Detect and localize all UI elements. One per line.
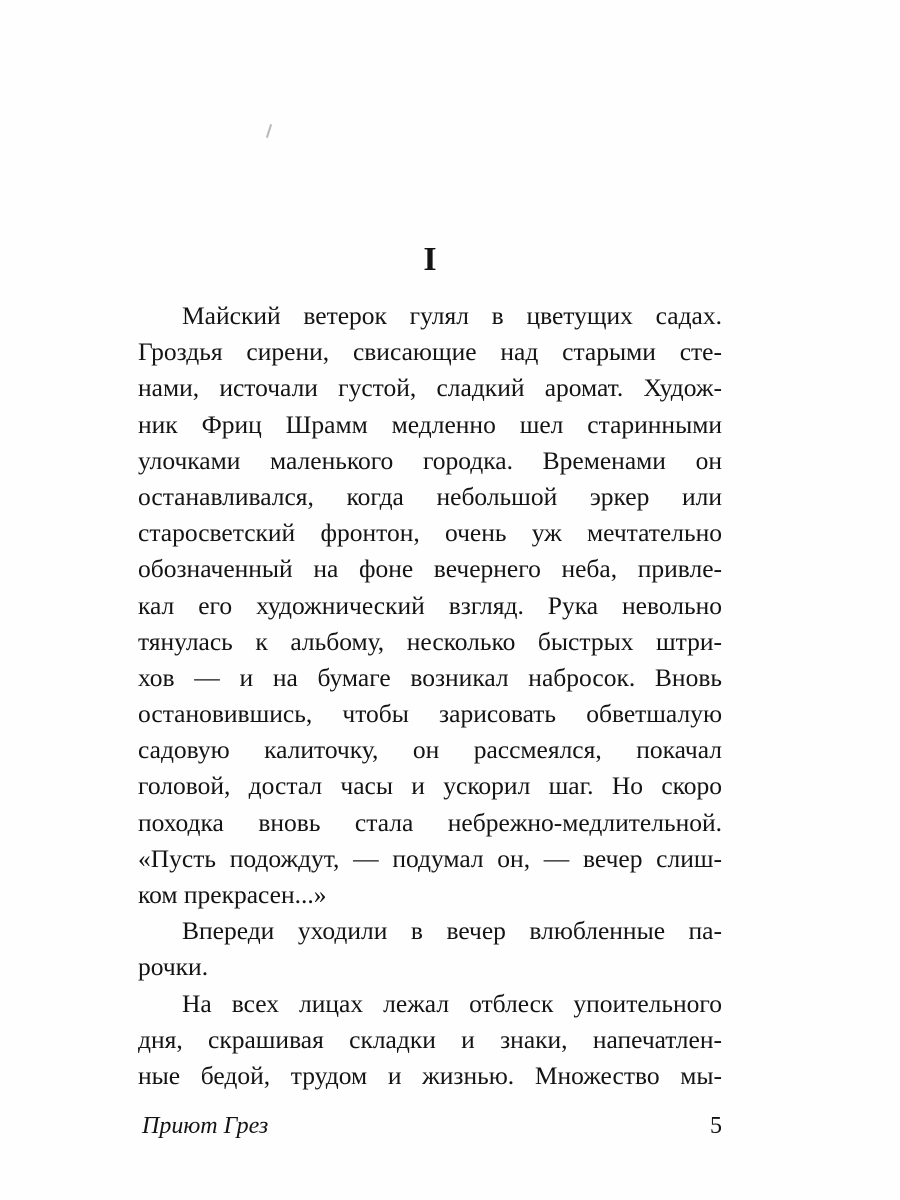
text-line: ком прекрасен...» <box>138 880 327 909</box>
text-line: нами, источали густой, сладкий аромат. Худож- <box>138 373 722 403</box>
text-line: дня, скрашивая складки и знаки, напечатлен- <box>138 1024 722 1054</box>
text-line: головой, достал часы и ускорил шаг. Но скоро <box>138 771 722 801</box>
running-title: Приют Грез <box>142 1113 269 1139</box>
text-line: тянулась к альбому, несколько быстрых штри- <box>138 626 722 656</box>
text-line: улочками маленького городка. Временами он <box>138 445 722 475</box>
text-line: рочки. <box>138 952 209 982</box>
text-line: походка вновь стала небрежно-медлительной. <box>138 807 722 837</box>
text-line: кал его художнический взгляд. Рука невольно <box>138 590 722 620</box>
chapter-number: I <box>423 241 437 278</box>
text-line: ные бедой, трудом и жизнью. Множество мы- <box>138 1060 722 1090</box>
text-line: остановившись, чтобы зарисовать обветшалую <box>138 699 722 729</box>
text-line: «Пусть подождут, — подумал он, — вечер слиш- <box>138 843 722 873</box>
text-line: На всех лицах лежал отблеск упоительного <box>182 988 722 1018</box>
text-line: Майский ветерок гулял в цветущих садах. <box>182 301 722 330</box>
text-line: Впереди уходили в вечер влюбленные па- <box>182 916 722 946</box>
page-footer <box>142 1110 722 1142</box>
page-number: 5 <box>710 1113 722 1139</box>
text-line: ник Фриц Шрамм медленно шел старинными <box>138 409 722 439</box>
text-line: садовую калиточку, он рассмеялся, покачал <box>138 735 722 765</box>
text-line: старосветский фронтон, очень уж мечтательно <box>138 518 722 548</box>
text-line: останавливался, когда небольшой эркер или <box>138 481 722 511</box>
text-line: хов — и на бумаге возникал набросок. Вновь <box>138 662 722 692</box>
text-line: Гроздья сирени, свисающие над старыми сте- <box>138 337 722 367</box>
body-text <box>138 298 722 1094</box>
paper-speck <box>266 124 272 138</box>
text-line: обозначенный на фоне вечернего неба, привле- <box>138 554 722 584</box>
